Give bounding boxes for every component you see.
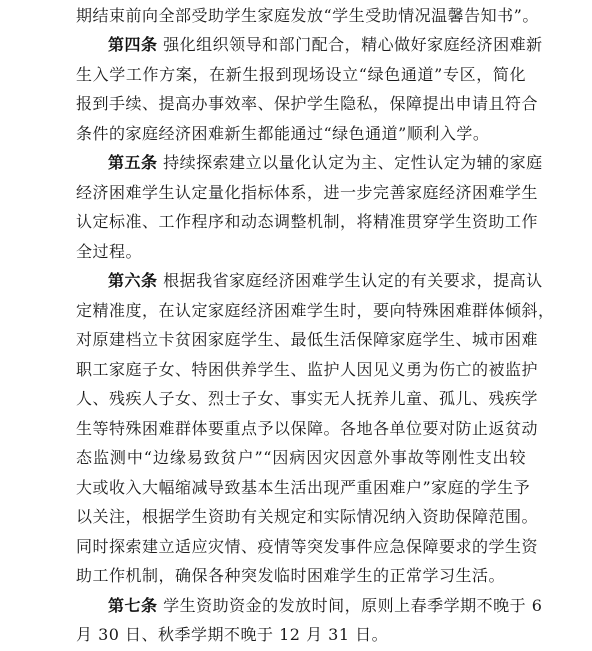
text-line: [76, 533, 539, 561]
text-line: [76, 297, 555, 325]
article-number: 第六条: [108, 271, 158, 290]
article-heading-line: [108, 267, 543, 295]
line-text: 经济困难学生认定量化指标体系，进一步完善家庭经济困难学生: [76, 183, 539, 202]
line-text: 全过程。: [76, 242, 143, 261]
line-text: 月 30 日、秋季学期不晚于 12 月 31 日。: [76, 625, 389, 644]
text-line: [76, 90, 539, 118]
line-text: 生等特殊困难群体要重点予以保障。各地各单位要对防止返贫动: [76, 419, 539, 438]
text-line: [76, 415, 539, 443]
line-text: 认定标准、工作程序和动态调整机制，将精准贯穿学生资助工作: [76, 212, 539, 231]
text-line: [76, 179, 539, 207]
article-number: 第五条: [108, 153, 158, 172]
article-number: 第四条: [108, 35, 158, 54]
line-text: 期结束前向全部受助学生家庭发放“学生受助情况温馨告知书”。: [76, 6, 539, 25]
article-heading-line: [108, 592, 543, 620]
text-line: [76, 562, 526, 590]
article-number: 第七条: [108, 596, 158, 615]
line-text: 对原建档立卡贫困家庭学生、最低生活保障家庭学生、城市困难: [76, 330, 539, 349]
text-line: [76, 385, 539, 413]
text-line: [76, 61, 526, 89]
text-line: [76, 120, 526, 148]
line-text: 同时探索建立适应灾情、疫情等突发事件应急保障要求的学生资: [76, 537, 539, 556]
text-line: [76, 444, 526, 472]
article-heading-line: [108, 149, 543, 177]
line-text: 根据我省家庭经济困难学生认定的有关要求，提高认: [163, 271, 543, 290]
line-text: 学生资助资金的发放时间，原则上春季学期不晚于 6: [163, 596, 543, 615]
line-text: 职工家庭子女、特困供养学生、监护人因见义勇为伤亡的被监护: [76, 360, 539, 379]
line-text: 强化组织领导和部门配合，精心做好家庭经济困难新: [163, 35, 543, 54]
text-line: [76, 326, 539, 354]
line-text: 以关注，根据学生资助有关规定和实际情况纳入资助保障范围。: [76, 507, 539, 526]
text-line: [76, 621, 526, 649]
line-text: 助工作机制，确保各种突发临时困难学生的正常学习生活。: [76, 566, 506, 585]
article-heading-line: [108, 31, 543, 59]
text-line: [76, 503, 539, 531]
line-text: 报到手续、提高办事效率、保护学生隐私，保障提出申请且符合: [76, 94, 539, 113]
line-text: 人、残疾人子女、烈士子女、事实无人抚养儿童、孤儿、残疾学: [76, 389, 539, 408]
text-line: [76, 356, 539, 384]
text-line: [76, 208, 539, 236]
text-line: [76, 238, 526, 266]
line-text: 生入学工作方案，在新生报到现场设立“绿色通道”专区，简化: [76, 65, 526, 84]
text-line: [76, 474, 531, 502]
line-text: 态监测中“边缘易致贫户”“因病因灾因意外事故等刚性支出较: [76, 448, 526, 467]
line-text: 持续探索建立以量化认定为主、定性认定为辅的家庭: [163, 153, 543, 172]
line-text: 定精准度，在认定家庭经济困难学生时，要向特殊困难群体倾斜，: [76, 301, 555, 320]
line-text: 条件的家庭经济困难新生都能通过“绿色通道”顺利入学。: [76, 124, 490, 143]
line-text: 大或收入大幅缩减导致基本生活出现严重困难户”家庭的学生予: [76, 478, 531, 497]
text-line: [76, 2, 539, 30]
